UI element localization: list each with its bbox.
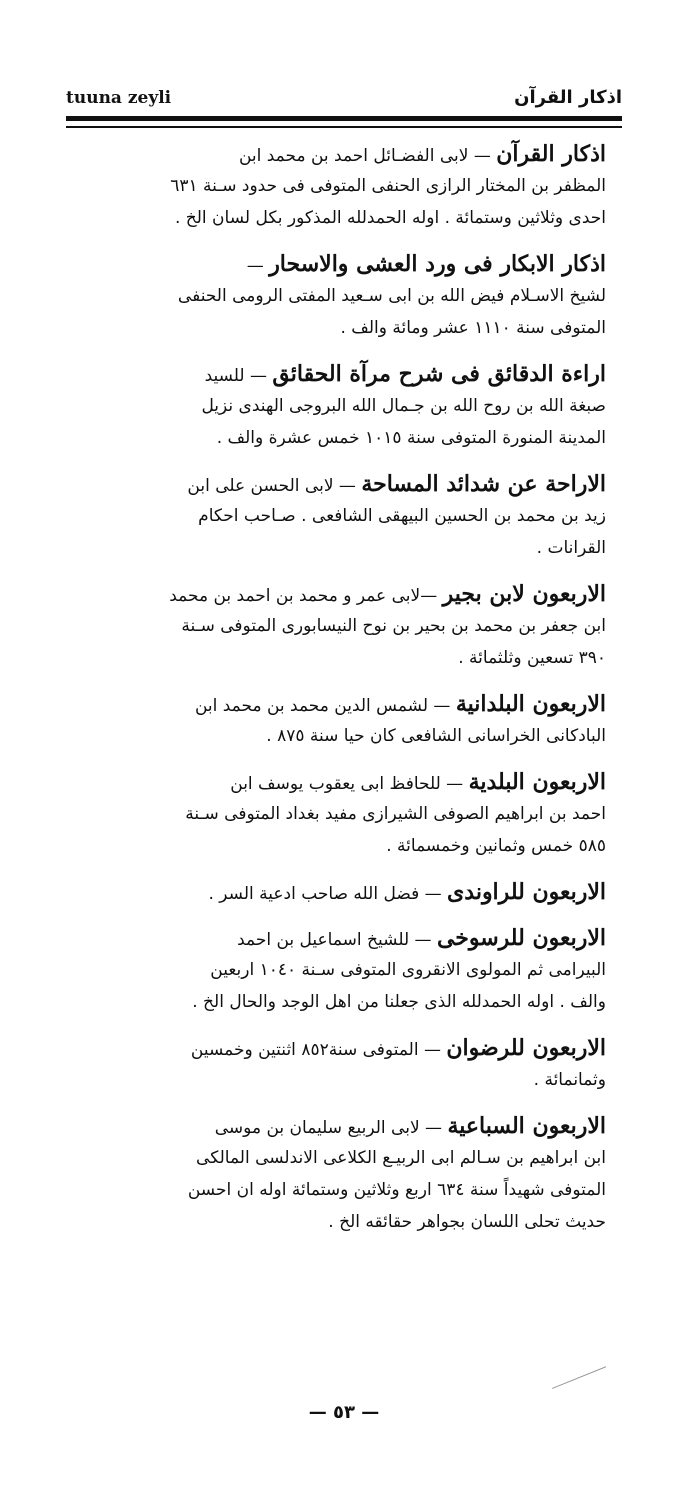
entry-line xyxy=(82,1032,606,1064)
entry-line: صبغة الله بن روح الله بن جـمال الله البروجى الهندى نزيل xyxy=(201,396,606,416)
entry xyxy=(82,688,606,752)
entry-line: القرانات . xyxy=(536,538,606,558)
entry-text: — xyxy=(246,256,270,276)
entry-line xyxy=(82,138,606,170)
page-header xyxy=(66,66,622,116)
entry-text: — فضل الله صاحب ادعية السر . xyxy=(208,884,448,904)
entry-title: اراءة الدقائق فى شرح مرآة الحقائق xyxy=(272,361,606,387)
entry-line xyxy=(82,468,606,500)
entry-text: — للشيخ اسماعيل بن احمد xyxy=(237,930,437,950)
entry-line xyxy=(82,766,606,798)
entry-title: الاربعون البلدانية xyxy=(455,691,606,717)
header-right-text: اذكار القرآن xyxy=(514,87,622,108)
entry xyxy=(82,1110,606,1238)
header-rule-thick xyxy=(66,116,622,121)
entry xyxy=(82,766,606,862)
entry-title: اذكار الابكار فى ورد العشى والاسحار xyxy=(269,251,606,277)
entry-line: احدى وثلاثين وستمائة . اوله الحمدلله المذكور بكل لسان الخ . xyxy=(174,208,606,228)
entry-text: — لابى الحسن على ابن xyxy=(187,476,362,496)
entry-line: وثمانمائة . xyxy=(533,1070,606,1090)
entry-line: البادكانى الخراسانى الشافعى كان حيا سنة ٨٧٥ . xyxy=(266,726,606,746)
entry xyxy=(82,138,606,234)
entry-title: الاربعون للراوندى xyxy=(447,879,606,905)
entry xyxy=(82,248,606,344)
entry-title: الاربعون السباعية xyxy=(447,1113,606,1139)
entry-text: — المتوفى سنة٨٥٢ اثنتين وخمسين xyxy=(190,1040,447,1060)
entry-line xyxy=(82,1110,606,1142)
entry xyxy=(82,876,606,908)
entry-title: الاربعون البلدية xyxy=(468,769,606,795)
entry-line: ابن جعفر بن محمد بن بحير بن نوح النيسابورى المتوفى سـنة xyxy=(181,616,606,636)
entry-line: ٥٨٥ خمس وثمانين وخمسمائة . xyxy=(386,836,606,856)
entry-title: الاراحة عن شدائد المساحة xyxy=(361,471,606,497)
entry xyxy=(82,578,606,674)
entry-line xyxy=(82,358,606,390)
entry-text: — لابى الفضـائل احمد بن محمد ابن xyxy=(238,146,497,166)
entry-title: الاربعون للرسوخى xyxy=(436,925,606,951)
entry-text: —لابى عمر و محمد بن احمد بن محمد xyxy=(169,586,443,606)
entry-line: المدينة المنورة المتوفى سنة ١٠١٥ خمس عشرة والف . xyxy=(216,428,606,448)
entry-title: الاربعون للرضوان xyxy=(446,1035,606,1061)
entry-line: البيرامى ثم المولوى الانقروى المتوفى سـنة ١٠٤٠ اربعين xyxy=(210,960,606,980)
entry-line xyxy=(82,688,606,720)
entry-line xyxy=(82,876,606,908)
entries-list xyxy=(82,138,606,1252)
entry-line: ٣٩٠ تسعين وثلثمائة . xyxy=(458,648,606,668)
entry-line: المتوفى شهيداً سنة ٦٣٤ اربع وثلاثين وستمائة اوله ان احسن xyxy=(187,1180,606,1200)
entry-line: والف . اوله الحمدلله الذى جعلنا من اهل الوجد والحال الخ . xyxy=(192,992,606,1012)
entry-line: ابن ابراهيم بن سـالم ابى الربيـع الكلاعى الاندلسى المالكى xyxy=(196,1148,606,1168)
header-left-text: tuuna zeyli xyxy=(66,88,172,108)
header-rule-thin xyxy=(66,126,622,128)
entry-text: — للسيد xyxy=(204,366,273,386)
entry-line: لشيخ الاسـلام فيض الله بن ابى سـعيد المفتى الرومى الحنفى xyxy=(177,286,606,306)
entry-line: المظفر بن المختار الرازى الحنفى المتوفى فى حدود سـنة ٦٣١ xyxy=(170,176,606,196)
entry-title: الاربعون لابن بجير xyxy=(442,581,606,607)
entry xyxy=(82,1032,606,1096)
entry-line xyxy=(82,578,606,610)
entry-text: — لشمس الدين محمد بن محمد ابن xyxy=(194,696,456,716)
entry-text: — لابى الربيع سليمان بن موسى xyxy=(214,1118,448,1138)
page-number: — ٥٣ — xyxy=(308,1402,380,1423)
entry-title: اذكار القرآن xyxy=(496,141,606,167)
entry-line xyxy=(82,248,606,280)
entry xyxy=(82,468,606,564)
entry xyxy=(82,358,606,454)
entry-line xyxy=(82,922,606,954)
entry-line: احمد بن ابراهيم الصوفى الشيرازى مفيد بغداد المتوفى سـنة xyxy=(185,804,606,824)
entry-line: المتوفى سنة ١١١٠ عشر ومائة والف . xyxy=(340,318,606,338)
entry-line: حديث تحلى اللسان بجواهر حقائقه الخ . xyxy=(328,1212,606,1232)
entry-text: — للحافظ ابى يعقوب يوسف ابن xyxy=(230,774,469,794)
entry-line: زيد بن محمد بن الحسين البيهقى الشافعى . صـاحب احكام xyxy=(198,506,606,526)
entry xyxy=(82,922,606,1018)
